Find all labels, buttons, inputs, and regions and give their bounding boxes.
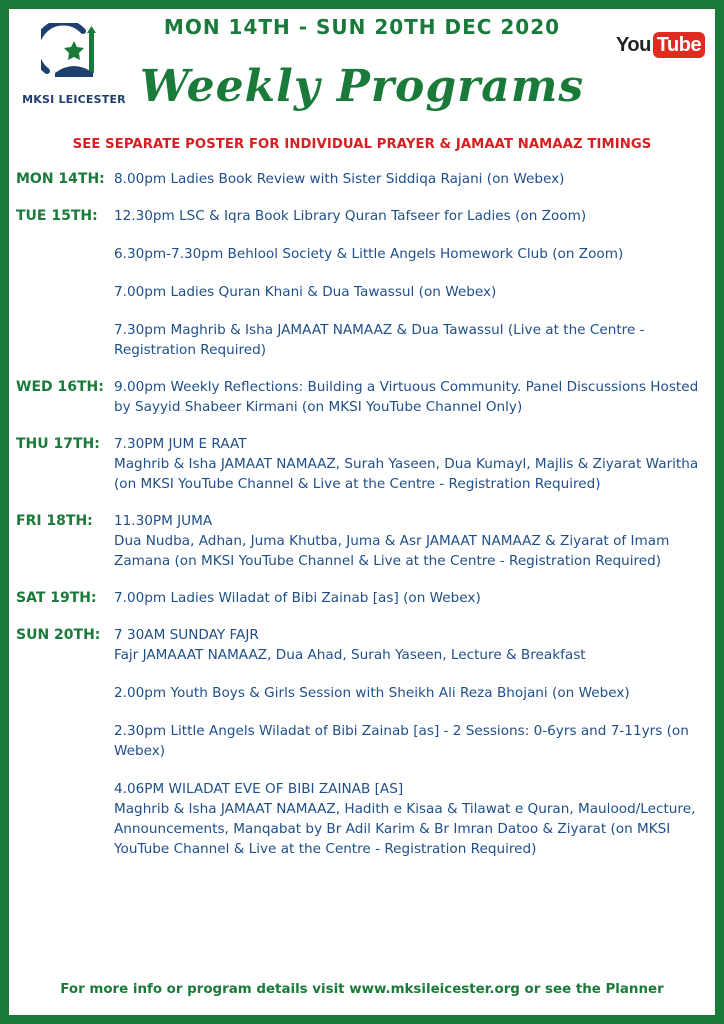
event-text: Dua Nudba, Adhan, Juma Khutba, Juma & Asr JAMAAT NAMAAZ & Ziyarat of Imam Zamana (on MKSI YouTube Channel & Live at the Centre - Registration Required) <box>114 533 670 569</box>
youtube-you-text: You <box>616 33 651 56</box>
day-label: MON 14TH: <box>16 171 105 187</box>
event-item <box>114 683 710 703</box>
event-item <box>114 320 710 360</box>
event-item <box>114 721 710 761</box>
event-item <box>114 206 710 226</box>
event-item <box>114 511 710 571</box>
page-title: Weekly Programs <box>139 61 585 112</box>
event-item <box>114 169 710 189</box>
event-text: 7.30pm Maghrib & Isha JAMAAT NAMAAZ & Dua Tawassul (Live at the Centre - Registration Required) <box>114 322 645 358</box>
event-headline: 11.30PM JUMA <box>114 513 213 529</box>
notice-banner: SEE SEPARATE POSTER FOR INDIVIDUAL PRAYER & JAMAAT NAMAAZ TIMINGS <box>72 137 652 152</box>
event-list <box>114 434 710 494</box>
day-row <box>16 169 710 189</box>
event-item <box>114 434 710 494</box>
event-headline: 4.06PM WILADAT EVE OF BIBI ZAINAB [AS] <box>114 781 404 797</box>
youtube-logo <box>616 32 705 58</box>
day-row <box>16 625 710 859</box>
event-text: 2.30pm Little Angels Wiladat of Bibi Zainab [as] - 2 Sessions: 0-6yrs and 7-11yrs (on Webex) <box>114 723 689 759</box>
day-label: THU 17TH: <box>16 436 100 452</box>
day-row <box>16 377 710 417</box>
youtube-tube-text: Tube <box>653 32 705 58</box>
day-row <box>16 588 710 608</box>
logo-text: MKSI LEICESTER <box>22 93 126 106</box>
day-label: TUE 15TH: <box>16 208 98 224</box>
event-list <box>114 625 710 859</box>
event-item <box>114 244 710 264</box>
event-text: 9.00pm Weekly Reflections: Building a Virtuous Community. Panel Discussions Hosted by Sayyid Shabeer Kirmani (on MKSI YouTube Channel Only) <box>114 379 699 415</box>
day-label: FRI 18TH: <box>16 513 93 529</box>
event-text: 8.00pm Ladies Book Review with Sister Siddiqa Rajani (on Webex) <box>114 171 565 187</box>
day-row <box>16 511 710 571</box>
event-list <box>114 169 710 189</box>
event-item <box>114 779 710 859</box>
poster <box>9 9 715 1015</box>
event-item <box>114 588 710 608</box>
date-range: MON 14TH - SUN 20TH DEC 2020 <box>163 15 561 39</box>
day-row <box>16 206 710 360</box>
event-text: 6.30pm-7.30pm Behlool Society & Little Angels Homework Club (on Zoom) <box>114 246 624 262</box>
event-text: 2.00pm Youth Boys & Girls Session with Sheikh Ali Reza Bhojani (on Webex) <box>114 685 630 701</box>
day-label: WED 16TH: <box>16 379 104 395</box>
event-headline: 7 30AM SUNDAY FAJR <box>114 627 259 643</box>
event-item <box>114 625 710 665</box>
event-text: Maghrib & Isha JAMAAT NAMAAZ, Surah Yaseen, Dua Kumayl, Majlis & Ziyarat Waritha (on MKSI YouTube Channel & Live at the Centre - Registration Required) <box>114 456 699 492</box>
event-headline: 7.30PM JUM E RAAT <box>114 436 247 452</box>
event-item <box>114 377 710 417</box>
day-label: SUN 20TH: <box>16 627 101 643</box>
day-row <box>16 434 710 494</box>
event-list <box>114 511 710 571</box>
event-text: Maghrib & Isha JAMAAT NAMAAZ, Hadith e Kisaa & Tilawat e Quran, Maulood/Lecture, Announcements, Manqabat by Br Adil Karim & Br Imran Datoo & Ziyarat (on MKSI YouTube Channel & Live at the Centre - Registration Required) <box>114 801 696 857</box>
day-label: SAT 19TH: <box>16 590 97 606</box>
event-list <box>114 588 710 608</box>
schedule <box>16 169 710 876</box>
event-list <box>114 206 710 360</box>
event-list <box>114 377 710 417</box>
footer-text: For more info or program details visit www.mksileicester.org or see the Planner <box>60 982 664 997</box>
event-item <box>114 282 710 302</box>
event-text: 7.00pm Ladies Quran Khani & Dua Tawassul (on Webex) <box>114 284 497 300</box>
event-text: 7.00pm Ladies Wiladat of Bibi Zainab [as] (on Webex) <box>114 590 481 606</box>
event-text: 12.30pm LSC & Iqra Book Library Quran Tafseer for Ladies (on Zoom) <box>114 208 587 224</box>
event-text: Fajr JAMAAAT NAMAAZ, Dua Ahad, Surah Yaseen, Lecture & Breakfast <box>114 647 586 663</box>
